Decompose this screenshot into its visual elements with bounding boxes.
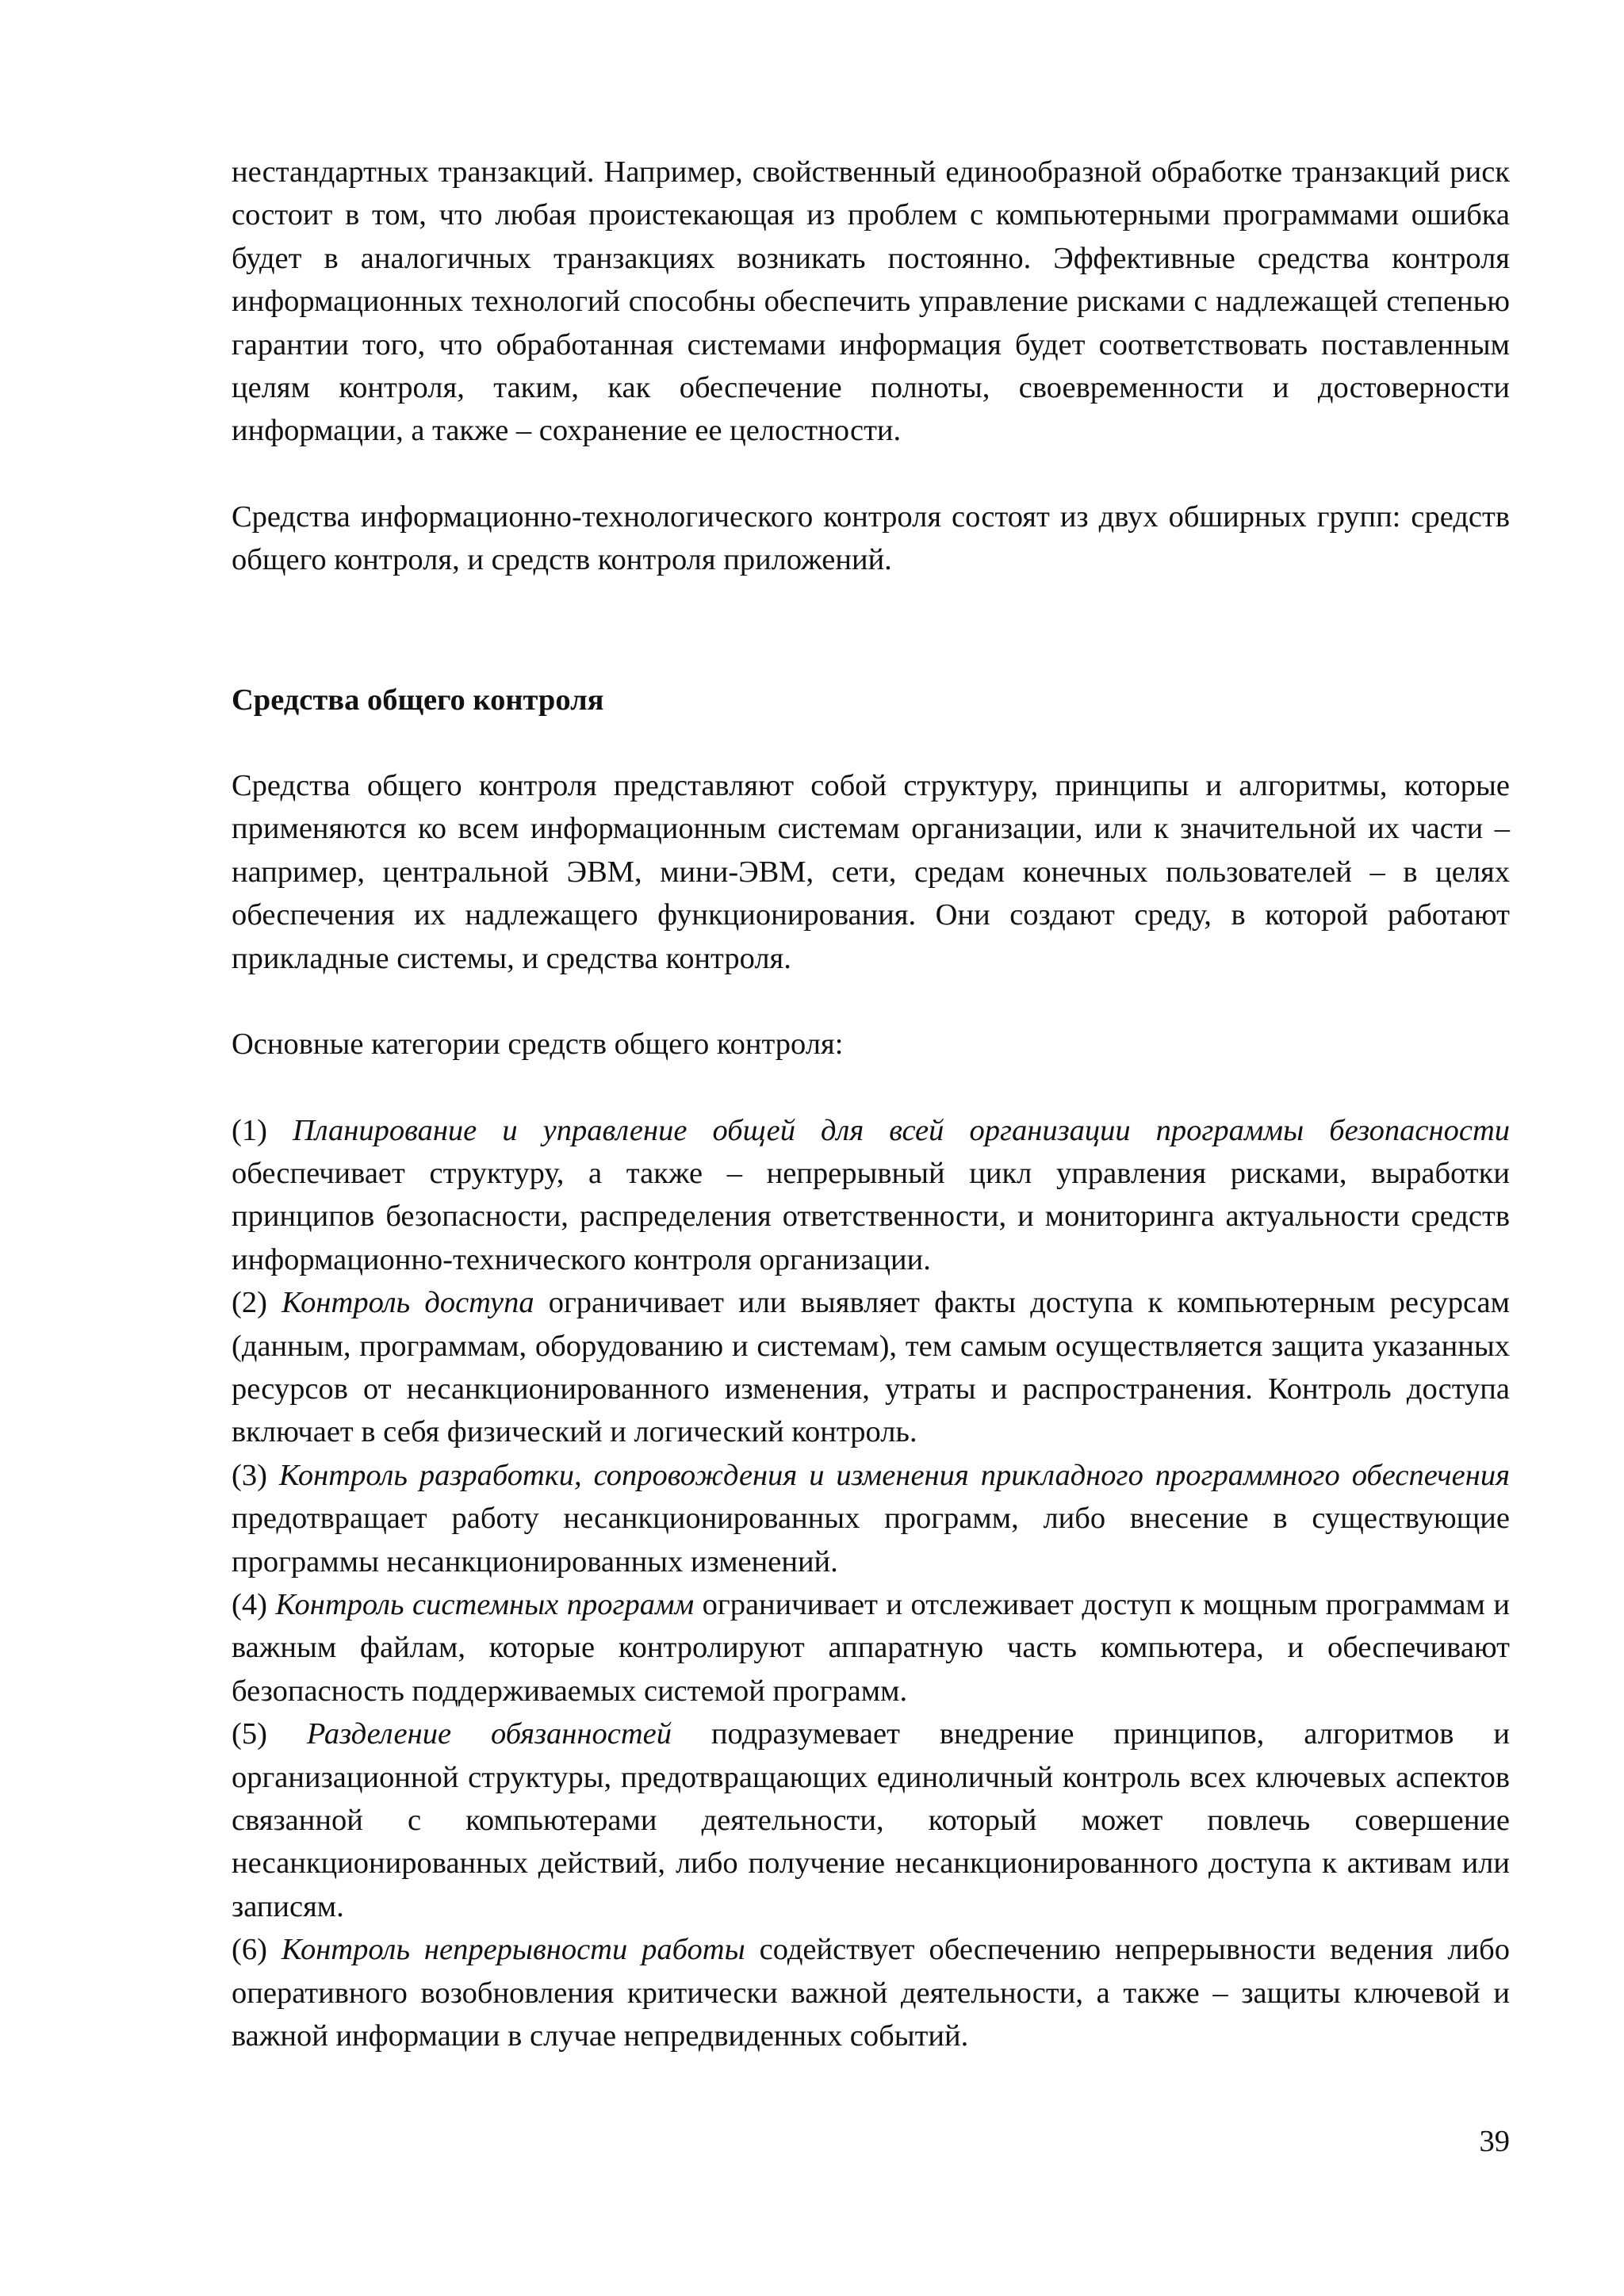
item-text: обеспечивает структуру, а также – непрерывный цикл управления рисками, выработки принципов безопасности, распределения ответственности, и мониторинга актуальности средств информационно-технического контроля организации.: [232, 1156, 1510, 1276]
item-number: (1): [232, 1113, 267, 1147]
item-title: Контроль разработки, сопровождения и изменения прикладного программного обеспечения: [278, 1458, 1510, 1492]
paragraph-control-groups: Средства информационно-технологического контроля состоят из двух обширных групп: средств общего контроля, и средств контроля приложений.: [232, 499, 1510, 577]
item-number: (6): [232, 1933, 267, 1967]
list-item: [232, 1454, 1510, 1583]
item-text: ограничивает и отслеживает доступ к мощным программам и важным файлам, которые контролируют аппаратную часть компьютера, и обеспечивают безопасность поддерживаемых системой программ.: [232, 1587, 1510, 1708]
section-heading: Средства общего контроля: [232, 683, 604, 717]
list-item: [232, 1109, 1510, 1282]
list-item: [232, 1583, 1510, 1712]
list-item: [232, 1928, 1510, 2057]
item-number: (3): [232, 1458, 267, 1492]
section-intro-paragraph: Средства общего контроля представляют собой структуру, принципы и алгоритмы, которые применяются ко всем информационным системам организации, или к значительной их части – например, центральной ЭВМ, мини-ЭВМ, сети, средам конечных пользователей – в целях обеспечения их надлежащего функционирования. Они создают среду, в которой работают прикладные системы, и средства контроля.: [232, 769, 1510, 975]
item-text: содействует обеспечению непрерывности ведения либо оперативного возобновления критически важной деятельности, а также – защиты ключевой и важной информации в случае непредвиденных событий.: [232, 1933, 1511, 2053]
item-number: (5): [232, 1717, 267, 1751]
list-item: [232, 1712, 1510, 1928]
item-title: Контроль доступа: [282, 1286, 534, 1320]
page-body: [232, 151, 1510, 2057]
paragraph-continuation: нестандартных транзакций. Например, свойственный единообразной обработке транзакций риск состоит в том, что любая проистекающая из проблем с компьютерными программами ошибка будет в аналогичных транзакциях возникать постоянно. Эффективные средства контроля информационных технологий способны обеспечить управление рисками с надлежащей степенью гарантии того, что обработанная системами информация будет соответствовать поставленным целям контроля, таким, как обеспечение полноты, своевременности и достоверности информации, а также – сохранение ее целостности.: [232, 155, 1510, 448]
page-number: 39: [1479, 2125, 1510, 2158]
categories-lead: Основные категории средств общего контроля:: [232, 1027, 844, 1062]
item-title: Контроль системных программ: [275, 1587, 695, 1621]
item-number: (4): [232, 1587, 267, 1621]
item-number: (2): [232, 1286, 267, 1320]
list-item: [232, 1281, 1510, 1454]
item-text: ограничивает или выявляет факты доступа к компьютерным ресурсам (данным, программам, оборудованию и системам), тем самым осуществляется защита указанных ресурсов от несанкционированного изменения, утраты и распространения. Контроль доступа включает в себя физический и логический контроль.: [232, 1286, 1511, 1449]
item-text: подразумевает внедрение принципов, алгоритмов и организационной структуры, предотвращающих единоличный контроль всех ключевых аспектов связанной с компьютерами деятельности, который может повлечь совершение несанкционированных действий, либо получение несанкционированного доступа к активам или записям.: [232, 1717, 1511, 1923]
item-text: предотвращает работу несанкционированных программ, либо внесение в существующие программы несанкционированных изменений.: [232, 1502, 1510, 1578]
item-title: Разделение обязанностей: [306, 1717, 672, 1751]
item-title: Контроль непрерывности работы: [281, 1933, 745, 1967]
categories-list: [232, 1109, 1510, 2058]
item-title: Планирование и управление общей для всей организации программы безопасности: [292, 1113, 1510, 1147]
